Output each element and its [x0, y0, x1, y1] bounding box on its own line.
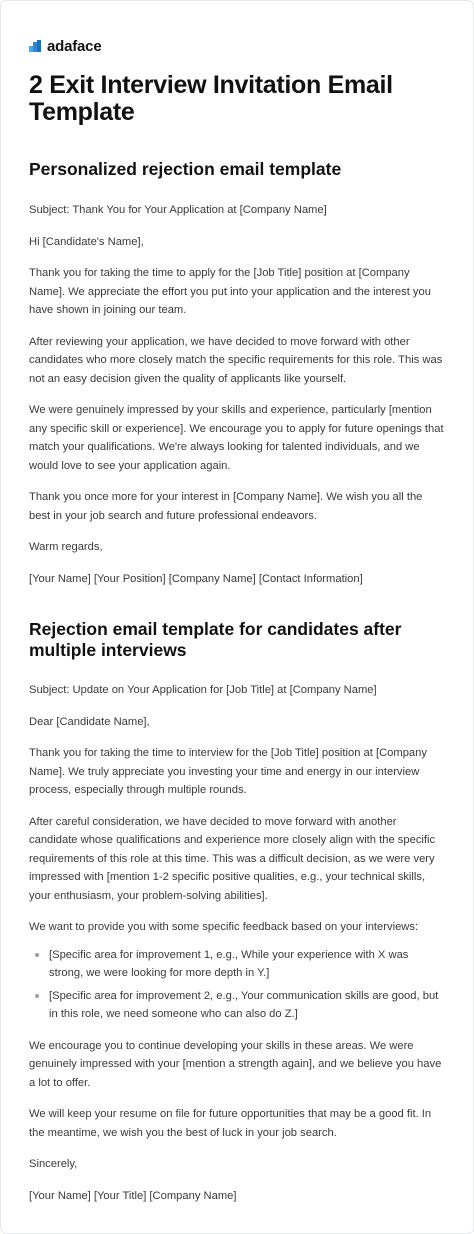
adaface-logo-icon	[29, 40, 41, 52]
email-subject: Subject: Thank You for Your Application at [Company Name]	[29, 204, 327, 216]
email-signature: [Your Name] [Your Position] [Company Name] [Contact Information]	[29, 572, 363, 585]
brand-logo[interactable]	[29, 37, 445, 55]
section-multiple-interviews-rejection	[29, 619, 445, 1205]
email-paragraph: Thank you for taking the time to apply for the [Job Title] position at [Company Name]. We appreciate the effort you put into your application and the interest you have shown in joining our team.	[29, 267, 431, 316]
email-paragraph: Thank you once more for your interest in [Company Name]. We wish you all the best in your job search and future professional endeavors.	[29, 491, 423, 522]
brand-name: adaface	[47, 37, 102, 55]
email-paragraph: After careful consideration, we have decided to move forward with another candidate whose qualifications and experience more closely align with the specific requirements of this role at this time. This was a difficult decision, as we were very impressed with [mention 1-2 specific positive qualities, e.g., your technical skills, your enthusiasm, your problem-solving abilities].	[29, 815, 436, 902]
email-greeting: Dear [Candidate Name],	[29, 715, 150, 728]
feedback-list	[29, 946, 445, 1024]
email-paragraph: We were genuinely impressed by your skills and experience, particularly [mention any specific skill or experience]. We encourage you to apply for future openings that match your qualifications. We're always looking for talented individuals, and we would love to see your application again.	[29, 404, 444, 472]
email-paragraph: We encourage you to continue developing your skills in these areas. We were genuinely impressed with your [mention a strength again], and we believe you have a lot to offer.	[29, 1039, 442, 1089]
email-paragraph: Thank you for taking the time to interview for the [Job Title] position at [Company Name]. We truly appreciate you investing your time and energy in our interview process, especially through multiple rounds.	[29, 747, 427, 796]
email-subject: Subject: Update on Your Application for [Job Title] at [Company Name]	[29, 684, 377, 696]
email-greeting: Hi [Candidate's Name],	[29, 235, 144, 248]
page-title: 2 Exit Interview Invitation Email Template	[29, 71, 393, 126]
list-item: [Specific area for improvement 2, e.g., Your communication skills are good, but in this role, we need someone who can also do Z.]	[49, 987, 445, 1024]
section-heading: Rejection email template for candidates after multiple interviews	[29, 619, 402, 660]
email-signoff: Warm regards,	[29, 541, 103, 553]
email-paragraph: After reviewing your application, we have decided to move forward with other candidates who more closely match the specific requirements for this role. This was not an easy decision given the quality of applicants like yourself.	[29, 335, 443, 385]
email-signature: [Your Name] [Your Title] [Company Name]	[29, 1189, 237, 1202]
section-personalized-rejection	[29, 159, 445, 588]
email-paragraph: We will keep your resume on file for future opportunities that may be a good fit. In the meantime, we wish you the best of luck in your job search.	[29, 1108, 432, 1139]
list-item: [Specific area for improvement 1, e.g., While your experience with X was strong, we were looking for more depth in Y.]	[49, 946, 445, 983]
email-paragraph: We want to provide you with some specific feedback based on your interviews:	[29, 921, 419, 933]
email-signoff: Sincerely,	[29, 1158, 78, 1170]
section-heading: Personalized rejection email template	[29, 159, 342, 179]
